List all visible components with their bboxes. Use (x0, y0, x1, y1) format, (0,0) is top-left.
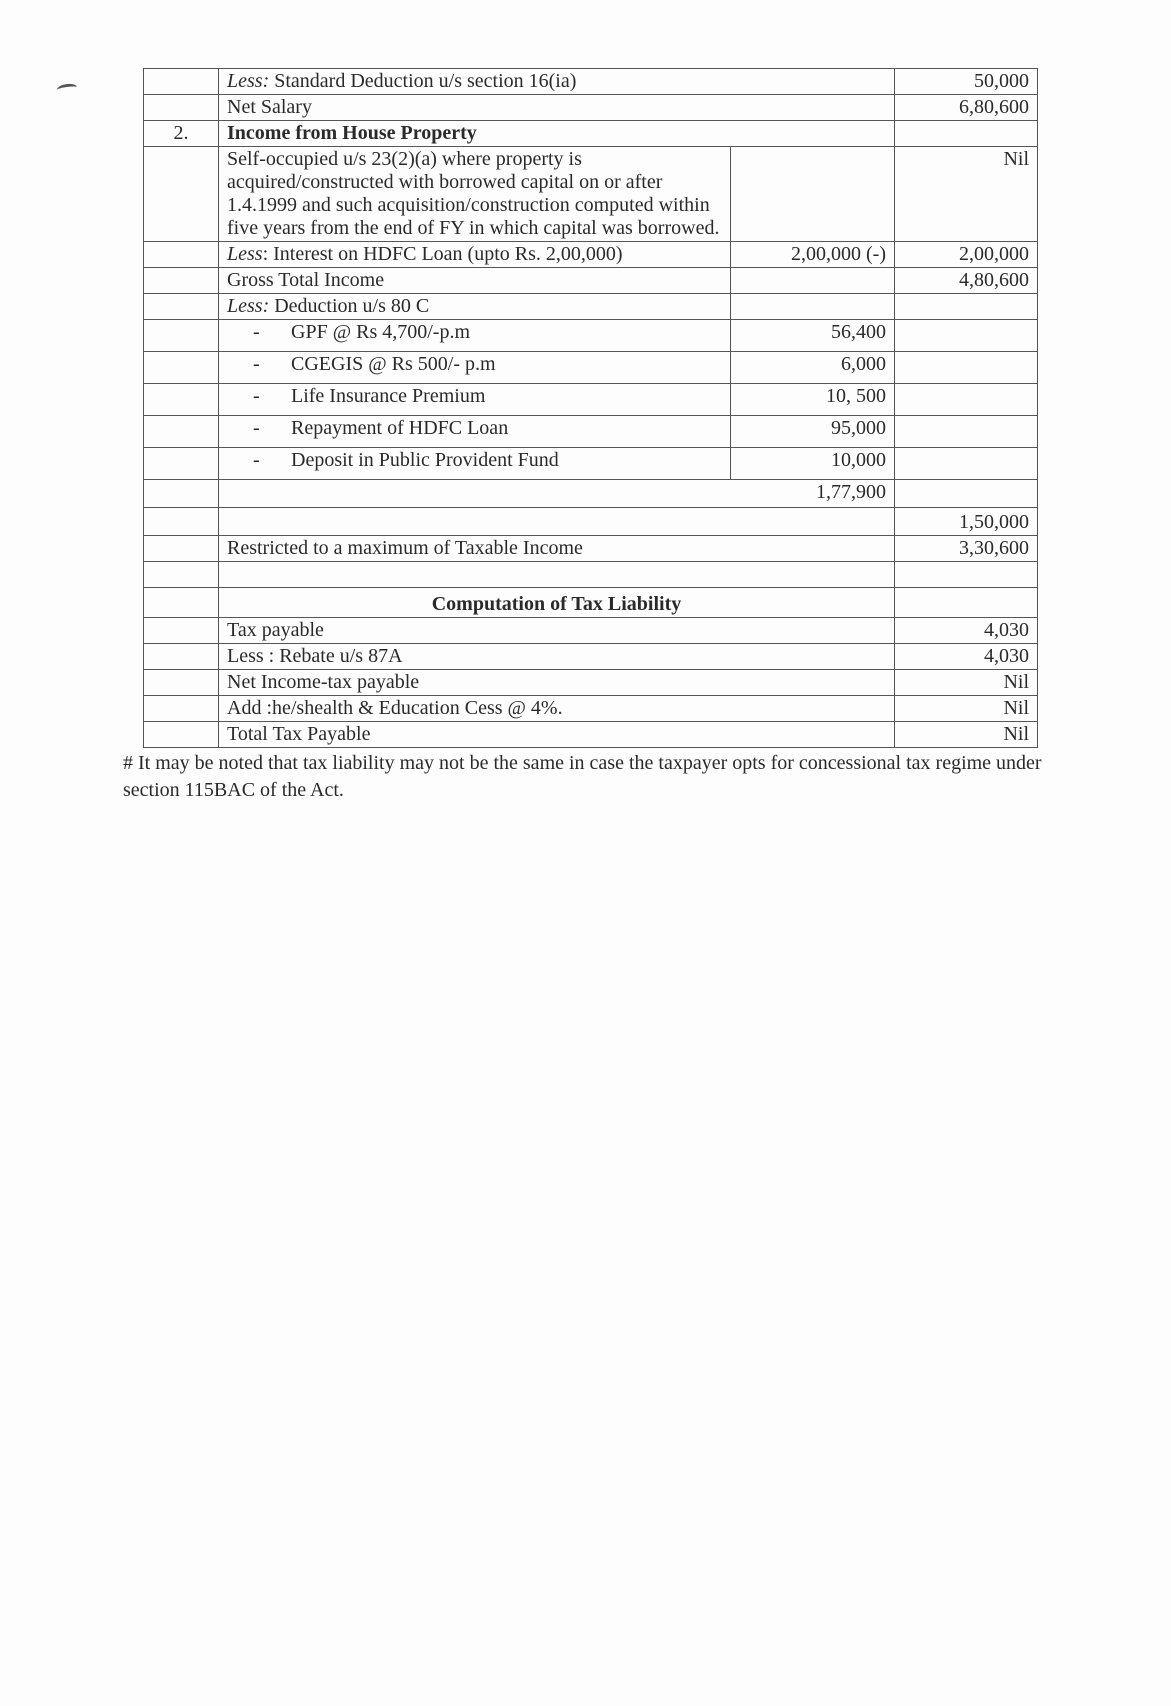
deduction-description (219, 448, 731, 480)
row-amount: 50,000 (895, 69, 1038, 95)
computation-heading: Computation of Tax Liability (219, 588, 895, 618)
restricted-row (144, 508, 1038, 536)
row-amount (895, 384, 1038, 416)
deduction-label: GPF @ Rs 4,700/-p.m (291, 321, 471, 343)
row-amount (895, 352, 1038, 384)
row-number (144, 670, 219, 696)
row-mid-amount (731, 147, 895, 242)
row-mid-amount: 2,00,000 (-) (731, 242, 895, 268)
deduction-description (219, 384, 731, 416)
table-row (144, 268, 1038, 294)
row-description: Net Salary (219, 95, 895, 121)
liability-label: Less : Rebate u/s 87A (219, 644, 895, 670)
row-number (144, 242, 219, 268)
liability-label: Add :he/shealth & Education Cess @ 4%. (219, 696, 895, 722)
restricted-amount: 1,50,000 (895, 508, 1038, 536)
deduction-row (144, 352, 1038, 384)
deduction-row (144, 320, 1038, 352)
deduction-description (219, 320, 731, 352)
deduction-label: Deposit in Public Provident Fund (291, 449, 559, 471)
deduction-description (219, 416, 731, 448)
row-amount (895, 480, 1038, 508)
bullet-dash: - (253, 449, 260, 471)
less-prefix: Less: (227, 295, 270, 317)
scan-artifact-mark (56, 83, 77, 95)
bullet-dash: - (253, 321, 260, 343)
deduction-amount: 10,000 (731, 448, 895, 480)
row-number (144, 508, 219, 536)
table-row (144, 242, 1038, 268)
row-number (144, 696, 219, 722)
liability-label: Total Tax Payable (219, 722, 895, 748)
deduction-amount: 10, 500 (731, 384, 895, 416)
row-amount (895, 448, 1038, 480)
liability-amount: Nil (895, 670, 1038, 696)
liability-label: Net Income-tax payable (219, 670, 895, 696)
row-number: 2. (144, 121, 219, 147)
row-amount (895, 121, 1038, 147)
liability-row (144, 670, 1038, 696)
less-prefix: Less: (227, 70, 270, 92)
table-row (144, 536, 1038, 562)
row-number (144, 69, 219, 95)
row-number (144, 644, 219, 670)
row-number (144, 384, 219, 416)
row-number (144, 536, 219, 562)
deductions-total: 1,77,900 (219, 480, 895, 508)
spacer-row (144, 562, 1038, 588)
deduction-amount: 6,000 (731, 352, 895, 384)
deduction-row (144, 448, 1038, 480)
row-amount (895, 320, 1038, 352)
row-number (144, 618, 219, 644)
bullet-dash: - (253, 353, 260, 375)
row-number (144, 294, 219, 320)
row-amount: Nil (895, 147, 1038, 242)
row-amount: 2,00,000 (895, 242, 1038, 268)
row-description: Gross Total Income (219, 268, 731, 294)
deduction-amount: 56,400 (731, 320, 895, 352)
row-amount (895, 294, 1038, 320)
bullet-dash: - (253, 417, 260, 439)
deductions-total-row (144, 480, 1038, 508)
deduction-label: Life Insurance Premium (291, 385, 486, 407)
row-number (144, 562, 219, 588)
description-text: Standard Deduction u/s section 16(ia) (269, 70, 577, 92)
taxable-income-amount: 3,30,600 (895, 536, 1038, 562)
description-text: Deduction u/s 80 C (269, 295, 430, 317)
row-mid-amount (731, 268, 895, 294)
liability-row (144, 722, 1038, 748)
row-number (144, 416, 219, 448)
row-number (144, 480, 219, 508)
table-row (144, 294, 1038, 320)
row-description (219, 69, 895, 95)
row-number (144, 268, 219, 294)
row-number (144, 352, 219, 384)
liability-row (144, 696, 1038, 722)
computation-heading-row (144, 588, 1038, 618)
row-number (144, 147, 219, 242)
section-heading: Income from House Property (219, 121, 895, 147)
row-description: Self-occupied u/s 23(2)(a) where property is acquired/constructed with borrowed capital on or after 1.4.1999 and such acquisition/construction computed within five years from the end of FY in which capital was borrowed. (219, 147, 731, 242)
liability-label: Tax payable (219, 618, 895, 644)
liability-amount: Nil (895, 696, 1038, 722)
bullet-dash: - (253, 385, 260, 407)
row-number (144, 588, 219, 618)
table-row (144, 121, 1038, 147)
row-description (219, 242, 731, 268)
deduction-description (219, 352, 731, 384)
row-number (144, 448, 219, 480)
deduction-amount: 95,000 (731, 416, 895, 448)
table-row (144, 95, 1038, 121)
row-description (219, 508, 895, 536)
row-amount (895, 562, 1038, 588)
liability-row (144, 618, 1038, 644)
deduction-row (144, 416, 1038, 448)
row-description (219, 294, 731, 320)
row-amount: 6,80,600 (895, 95, 1038, 121)
deduction-label: CGEGIS @ Rs 500/- p.m (291, 353, 496, 375)
tax-computation-table (143, 68, 1038, 748)
row-amount (895, 416, 1038, 448)
description-text: : Interest on HDFC Loan (upto Rs. 2,00,000) (262, 243, 623, 265)
table-row (144, 69, 1038, 95)
row-number (144, 95, 219, 121)
less-prefix: Less (227, 243, 263, 265)
deduction-row (144, 384, 1038, 416)
row-description (219, 562, 895, 588)
footnote: # It may be noted that tax liability may not be the same in case the taxpayer opts for concessional tax regime under section 115BAC of the Act. (123, 752, 1042, 801)
row-number (144, 320, 219, 352)
liability-amount: Nil (895, 722, 1038, 748)
liability-row (144, 644, 1038, 670)
deduction-label: Repayment of HDFC Loan (291, 417, 509, 439)
table-row (144, 147, 1038, 242)
liability-amount: 4,030 (895, 644, 1038, 670)
row-amount (895, 588, 1038, 618)
row-mid-amount (731, 294, 895, 320)
row-number (144, 722, 219, 748)
taxable-income-label: Restricted to a maximum of Taxable Income (219, 536, 895, 562)
liability-amount: 4,030 (895, 618, 1038, 644)
row-amount: 4,80,600 (895, 268, 1038, 294)
